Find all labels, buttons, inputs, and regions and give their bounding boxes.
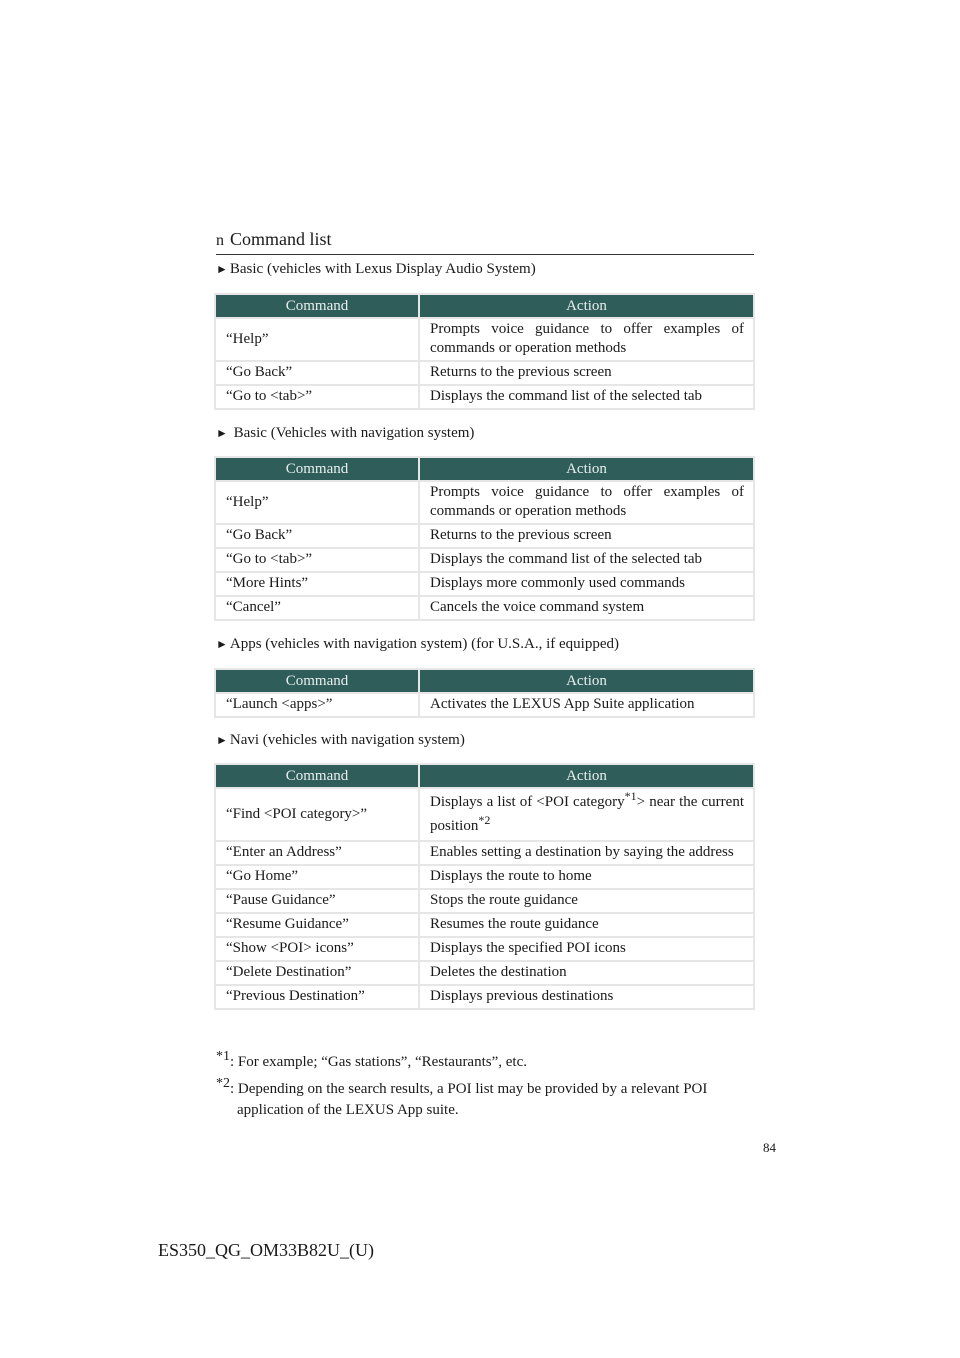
- header-command: Command: [216, 670, 418, 692]
- action-cell: Prompts voice guidance to offer examples of commands or operation methods: [420, 482, 753, 523]
- command-cell: “Pause Guidance”: [216, 890, 418, 912]
- subsection-title: Basic (vehicles with Lexus Display Audio System): [229, 261, 536, 277]
- command-cell: “Cancel”: [216, 597, 418, 619]
- action-cell: Displays the command list of the selected tab: [420, 549, 753, 571]
- subsection-basic-navigation: [216, 425, 474, 442]
- table-row: [216, 986, 753, 1008]
- subsection-title: Apps (vehicles with navigation system) (for U.S.A., if equipped): [229, 636, 619, 652]
- action-cell: Activates the LEXUS App Suite application: [420, 694, 753, 716]
- command-cell: “Show <POI> icons”: [216, 938, 418, 960]
- section-heading: [216, 229, 754, 255]
- action-cell: Enables setting a destination by saying the address: [420, 842, 753, 864]
- footnote-continuation: application of the LEXUS App suite.: [237, 1102, 459, 1118]
- arrow-right-icon: ►: [216, 262, 228, 276]
- table-row: [216, 890, 753, 912]
- header-command: Command: [216, 458, 418, 480]
- command-cell: “Go to <tab>”: [216, 549, 418, 571]
- header-action: Action: [420, 765, 753, 787]
- header-action: Action: [420, 295, 753, 317]
- table-row: [216, 789, 753, 840]
- subsection-title: Navi (vehicles with navigation system): [229, 732, 465, 748]
- table-row: [216, 386, 753, 408]
- table-header-row: [216, 670, 753, 692]
- table-row: [216, 362, 753, 384]
- command-cell: “Help”: [216, 482, 418, 523]
- action-cell: Prompts voice guidance to offer examples of commands or operation methods: [420, 319, 753, 360]
- table-header-row: [216, 458, 753, 480]
- table-row: [216, 866, 753, 888]
- subsection-navi: [216, 732, 465, 749]
- subsection-title: Basic (Vehicles with navigation system): [229, 425, 475, 441]
- action-cell: Displays more commonly used commands: [420, 573, 753, 595]
- footnote-2: [216, 1073, 756, 1121]
- table-row: [216, 962, 753, 984]
- command-cell: “Previous Destination”: [216, 986, 418, 1008]
- page-number: 84: [763, 1140, 776, 1155]
- table-row: [216, 694, 753, 716]
- footnote-ref: *2: [478, 813, 491, 827]
- footer-code: ES350_QG_OM33B82U_(U): [158, 1240, 374, 1260]
- command-cell: “Delete Destination”: [216, 962, 418, 984]
- action-cell: Deletes the destination: [420, 962, 753, 984]
- command-cell: “Enter an Address”: [216, 842, 418, 864]
- table-row: [216, 525, 753, 547]
- heading-bullet: n: [216, 232, 224, 249]
- footnote-text: : Depending on the search results, a POI list may be provided by a relevant POI: [230, 1081, 708, 1097]
- command-cell: “Launch <apps>”: [216, 694, 418, 716]
- command-cell: “Find <POI category>”: [216, 789, 418, 840]
- subsection-apps: [216, 636, 619, 653]
- subsection-basic-audio: [216, 261, 536, 278]
- command-table-navi: [214, 763, 755, 1010]
- command-table-basic-navigation: [214, 456, 755, 621]
- command-cell: “Resume Guidance”: [216, 914, 418, 936]
- table-row: [216, 914, 753, 936]
- heading-title: Command list: [230, 229, 332, 249]
- action-cell: Resumes the route guidance: [420, 914, 753, 936]
- footnote-mark: *1: [216, 1049, 230, 1064]
- action-cell: [420, 789, 753, 840]
- table-row: [216, 482, 753, 523]
- footnote-text: : For example; “Gas stations”, “Restaurants”, etc.: [230, 1054, 527, 1070]
- footnote-mark: *2: [216, 1076, 230, 1091]
- action-text: Displays a list of <POI category: [430, 794, 625, 810]
- header-command: Command: [216, 295, 418, 317]
- table-row: [216, 597, 753, 619]
- action-cell: Stops the route guidance: [420, 890, 753, 912]
- table-row: [216, 549, 753, 571]
- command-cell: “Go to <tab>”: [216, 386, 418, 408]
- header-action: Action: [420, 458, 753, 480]
- action-cell: Displays the specified POI icons: [420, 938, 753, 960]
- footnote-ref: *1: [624, 789, 637, 803]
- table-row: [216, 319, 753, 360]
- command-cell: “More Hints”: [216, 573, 418, 595]
- arrow-right-icon: ►: [216, 637, 228, 651]
- action-cell: Returns to the previous screen: [420, 362, 753, 384]
- action-cell: Displays the command list of the selected tab: [420, 386, 753, 408]
- command-cell: “Go Back”: [216, 525, 418, 547]
- action-cell: Displays the route to home: [420, 866, 753, 888]
- arrow-right-icon: ►: [216, 426, 228, 440]
- action-cell: Cancels the voice command system: [420, 597, 753, 619]
- footnote-1: [216, 1046, 756, 1073]
- table-header-row: [216, 295, 753, 317]
- command-cell: “Go Back”: [216, 362, 418, 384]
- table-row: [216, 573, 753, 595]
- command-table-basic-audio: [214, 293, 755, 410]
- header-command: Command: [216, 765, 418, 787]
- command-table-apps: [214, 668, 755, 718]
- command-cell: “Help”: [216, 319, 418, 360]
- arrow-right-icon: ►: [216, 733, 228, 747]
- header-action: Action: [420, 670, 753, 692]
- table-row: [216, 842, 753, 864]
- action-cell: Returns to the previous screen: [420, 525, 753, 547]
- action-text: > near the current position: [430, 794, 744, 834]
- table-header-row: [216, 765, 753, 787]
- table-row: [216, 938, 753, 960]
- command-cell: “Go Home”: [216, 866, 418, 888]
- action-cell: Displays previous destinations: [420, 986, 753, 1008]
